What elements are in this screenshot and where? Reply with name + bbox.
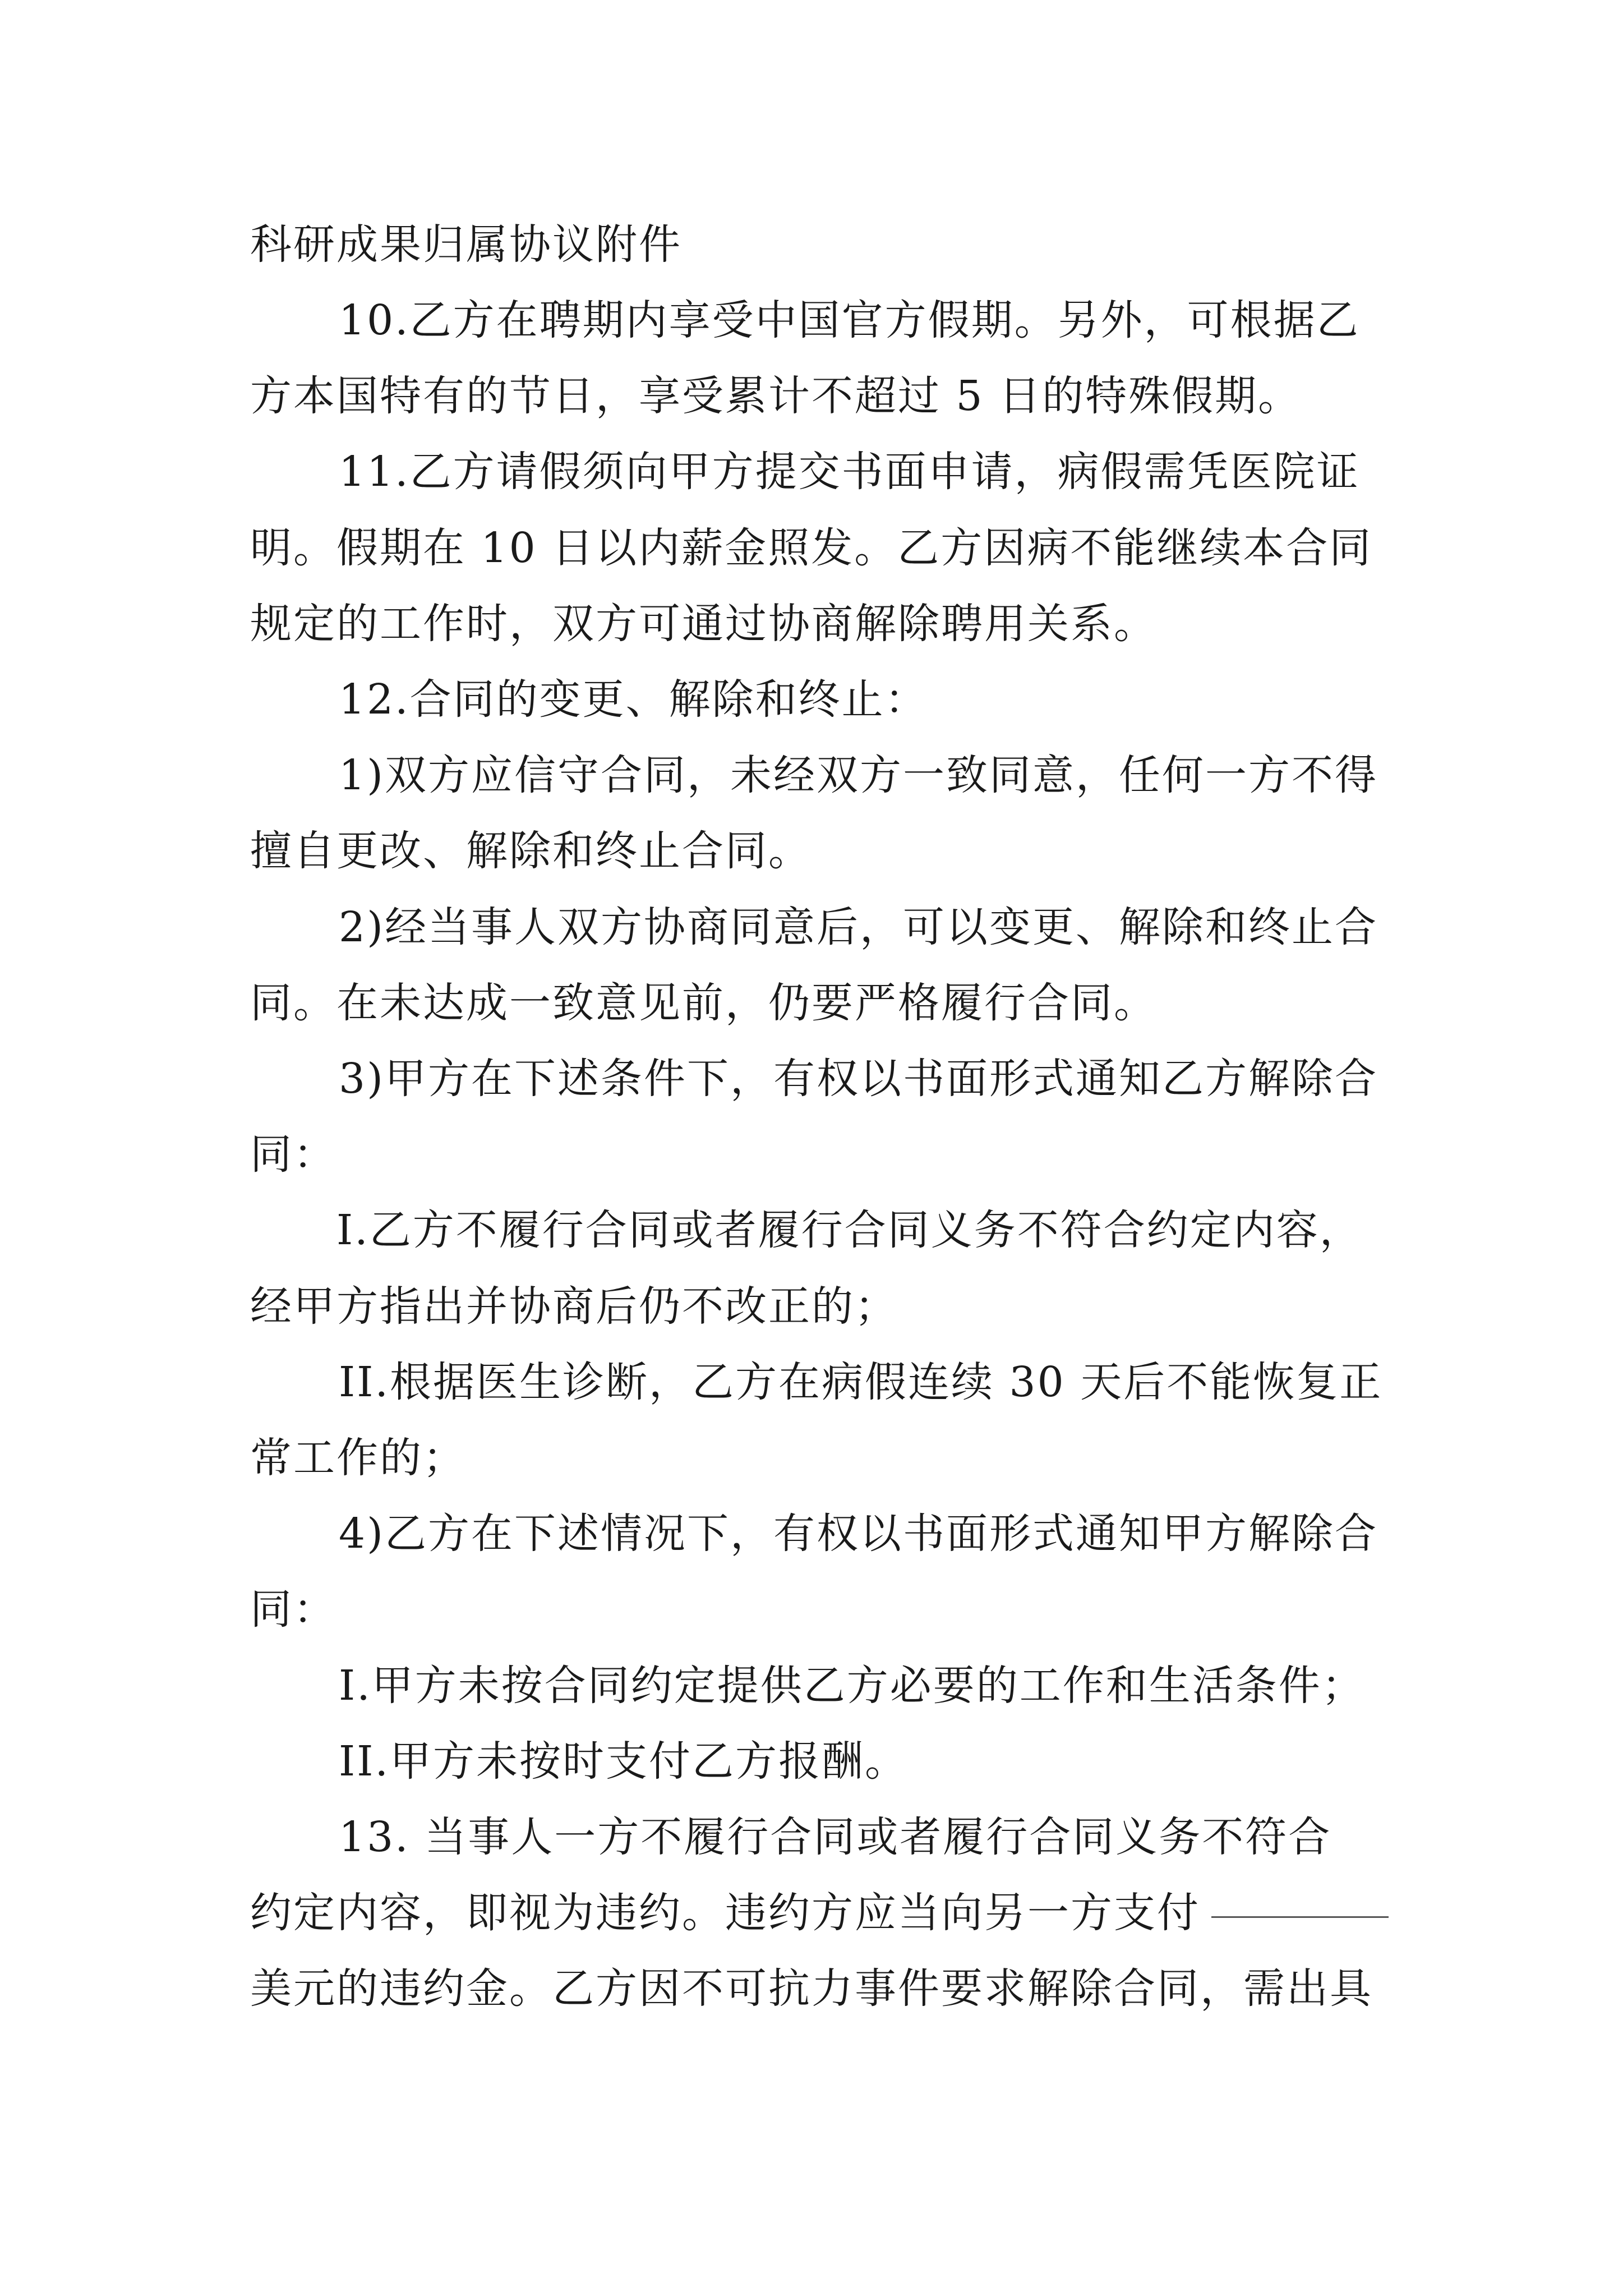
- clause-12-heading: 12.合同的变更、解除和终止：: [339, 675, 928, 724]
- clause-12-2-line-1: 2)经当事人双方协商同意后，可以变更、解除和终止合: [339, 903, 1378, 951]
- clause-13-line-3: 美元的违约金。乙方因不可抗力事件要求解除合同，需出具: [250, 1964, 1373, 2013]
- clause-10-line-1: 10.乙方在聘期内享受中国官方假期。另外，可根据乙: [339, 296, 1360, 344]
- clause-10-line-2: 方本国特有的节日，享受累计不超过 5 日的特殊假期。: [250, 372, 1302, 420]
- clause-12-3-ii-line-1: II.根据医生诊断，乙方在病假连续 30 天后不能恢复正: [339, 1358, 1383, 1406]
- clause-12-4-line-1: 4)乙方在下述情况下，有权以书面形式通知甲方解除合: [339, 1510, 1378, 1558]
- clause-12-4-ii-line: II.甲方未按时支付乙方报酬。: [339, 1737, 908, 1786]
- clause-12-3-ii-line-2: 常工作的；: [250, 1434, 466, 1482]
- document-heading: 科研成果归属协议附件: [250, 220, 682, 269]
- clause-12-4-line-2: 同：: [250, 1585, 336, 1634]
- amount-blank: [1211, 1914, 1389, 1918]
- clause-12-1-line-2: 擅自更改、解除和终止合同。: [250, 827, 811, 875]
- clause-12-3-line-2: 同：: [250, 1130, 336, 1179]
- clause-12-3-line-1: 3)甲方在下述条件下，有权以书面形式通知乙方解除合: [339, 1055, 1378, 1103]
- clause-12-3-i-line-1: I.乙方不履行合同或者履行合同义务不符合约定内容，: [336, 1206, 1363, 1254]
- clause-12-1-line-1: 1)双方应信守合同，未经双方一致同意，任何一方不得: [339, 751, 1378, 799]
- clause-13-line-2: [250, 1885, 1389, 1941]
- clause-13-line-2-text: 约定内容，即视为违约。违约方应当向另一方支付: [250, 1889, 1200, 1937]
- clause-13-line-1: 13. 当事人一方不履行合同或者履行合同义务不符合: [339, 1813, 1332, 1861]
- clause-11-line-3: 规定的工作时，双方可通过协商解除聘用关系。: [250, 600, 1157, 648]
- clause-11-line-2: 明。假期在 10 日以内薪金照发。乙方因病不能继续本合同: [250, 524, 1373, 572]
- clause-11-line-1: 11.乙方请假须向甲方提交书面申请，病假需凭医院证: [339, 448, 1360, 496]
- clause-12-2-line-2: 同。在未达成一致意见前，仍要严格履行合同。: [250, 979, 1157, 1027]
- clause-12-4-i-line: I.甲方未按合同约定提供乙方必要的工作和生活条件；: [339, 1662, 1365, 1710]
- clause-12-3-i-line-2: 经甲方指出并协商后仍不改正的；: [250, 1282, 898, 1331]
